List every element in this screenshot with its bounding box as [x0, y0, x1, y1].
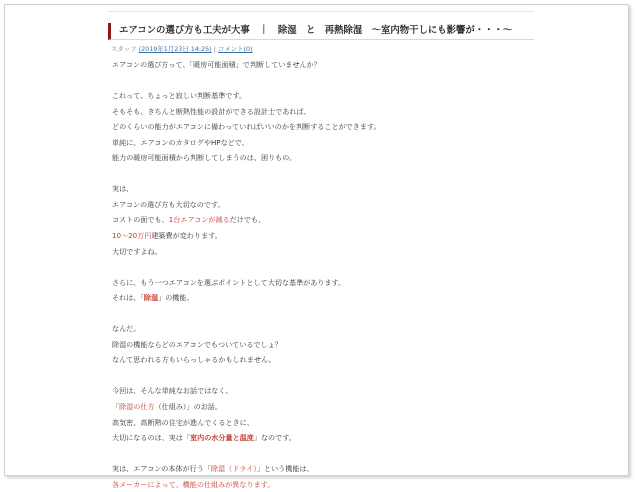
article-meta [111, 44, 253, 53]
article-title[interactable]: エアコンの選び方も工夫が大事 ｜ 除湿 と 再熱除湿 ～室内物干しにも影響が・・・～ [108, 23, 534, 40]
body-text: 単純に、エアコンのカタログやHPなどで、 [112, 137, 249, 147]
top-divider [108, 11, 534, 12]
blank-line [112, 446, 532, 462]
highlight-text: 室内の水分量と温度 [190, 433, 254, 443]
body-text: 」なのです。 [253, 433, 296, 443]
blank-line [112, 73, 532, 89]
body-line [112, 212, 532, 228]
body-text: 今回は、そんな単純なお話ではなく、 [112, 386, 233, 396]
body-text: 」という機能は、 [256, 464, 314, 474]
body-line [112, 181, 532, 197]
body-text: エアコンの選び方って、「暖房可能面積」で判断していませんか？ [112, 60, 321, 69]
body-line [112, 399, 532, 415]
body-text: 大切ですよね。 [112, 246, 162, 256]
body-text: 「 [112, 402, 120, 412]
blank-line [112, 259, 532, 275]
body-line [112, 228, 532, 244]
body-text: 能力の暖房可能面積から判断してしまうのは、困りもの。 [112, 153, 297, 163]
date-link[interactable]: (2019年1月23日 14:25) [138, 45, 212, 53]
highlight-text: 10～20万円 [112, 231, 152, 241]
body-text: エアコンの選び方も大切なのです。 [112, 199, 225, 209]
article-body [112, 57, 532, 492]
screenshot-frame [4, 4, 629, 489]
body-text: 大切になるのは、実は「 [112, 433, 191, 443]
body-text: 実は、 [112, 184, 134, 194]
body-text: 建築費が変わります。 [151, 231, 222, 241]
body-text: どのくらいの能力がエアコンに備わっていればいいのかを判断することができます。 [112, 122, 381, 132]
meta-separator: | [213, 45, 216, 53]
body-line [112, 415, 532, 431]
highlight-text: 除湿（ドライ） [210, 464, 257, 474]
body-line [112, 150, 532, 166]
body-line [112, 321, 532, 337]
body-text: これって、ちょっと寂しい判断基準です。 [112, 91, 247, 101]
body-text: 実は、エアコンの本体が行う「 [112, 464, 211, 474]
body-text: なんだ。 [112, 324, 141, 334]
body-text: そもそも、きちんと断熱性能の設計ができる設計士であれば、 [112, 106, 311, 116]
body-text: それは、「 [112, 293, 144, 303]
body-text: （仕組み）」のお話。 [154, 402, 222, 412]
highlight-text: 各メーカーによって、機能の仕組みが異なります。 [112, 479, 275, 489]
body-text: だけでも、 [229, 215, 266, 225]
blank-line [112, 368, 532, 384]
body-line [112, 135, 532, 151]
body-line [112, 119, 532, 135]
body-line [112, 197, 532, 213]
body-line [112, 275, 532, 291]
body-line [112, 337, 532, 353]
body-line [112, 461, 532, 477]
body-line [112, 477, 532, 492]
body-text: 除湿の機能ならどのエアコンでもついているでしょ？ [112, 339, 282, 349]
body-text: なんて思われる方もいらっしゃるかもしれません。 [112, 355, 276, 365]
body-line [112, 290, 532, 306]
body-line [112, 430, 532, 446]
body-line [112, 244, 532, 260]
body-line [112, 57, 532, 73]
author-label: スタッフ [111, 45, 137, 53]
body-line [112, 383, 532, 399]
body-text: 」の機能。 [158, 293, 194, 303]
comments-link[interactable]: コメント(0) [217, 45, 253, 53]
highlight-text: 1台エアコンが減る [168, 215, 230, 225]
highlight-text: 除湿 [143, 293, 159, 303]
blank-line [112, 306, 532, 322]
body-line [112, 352, 532, 368]
body-line [112, 88, 532, 104]
highlight-text: 除湿の仕方 [119, 402, 155, 412]
body-line [112, 104, 532, 120]
body-text: 高気密、高断熱の住宅が進んでくるときに、 [112, 417, 254, 427]
blank-line [112, 166, 532, 182]
body-text: さらに、もう一つエアコンを選ぶポイントとして大切な基準があります。 [112, 277, 346, 287]
body-text: コストの面でも、 [112, 215, 169, 225]
